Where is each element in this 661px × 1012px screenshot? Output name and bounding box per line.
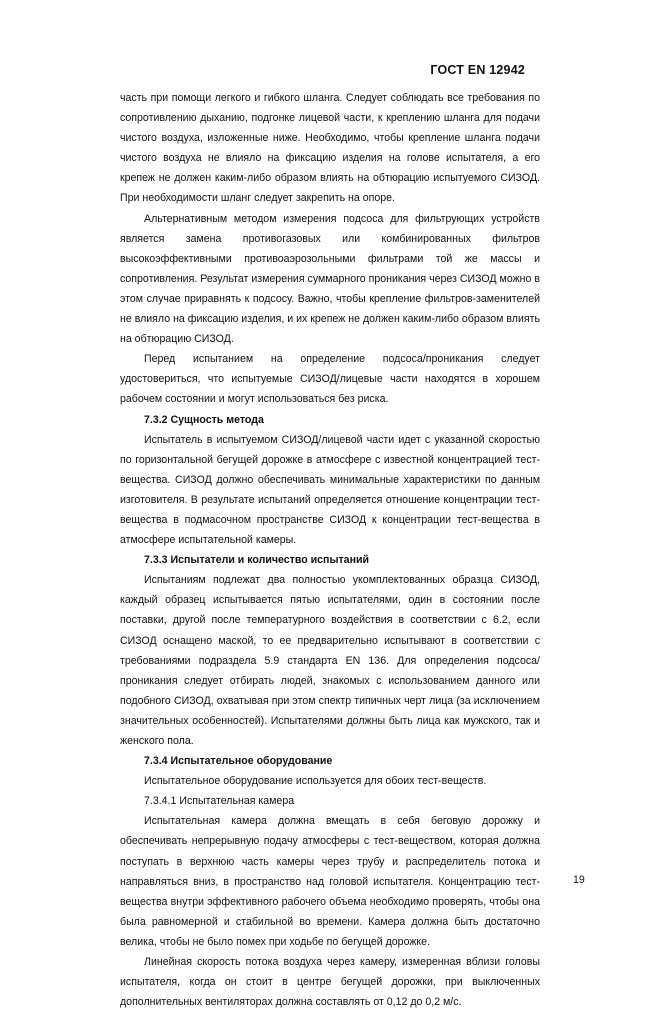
- paragraph-test-chamber: Испытательная камера должна вмещать в себя беговую дорожку и обеспечивать непрерывную подачу атмосферы с тест-веществом, которая должна поступать в верхнюю часть камеры через трубу и распределитель потока и направляться вниз, в пространство над головой испытателя. Концентрацию тест-вещества внутри эффективного рабочего объема необходимо проверять, чтобы она была равномерной и стабильной во времени. Камера должна быть достаточно велика, чтобы не было помех при ходьбе по бегущей дорожке.: [120, 815, 540, 948]
- subsection-heading-7-3-4-1: 7.3.4.1 Испытательная камера: [144, 795, 295, 808]
- paragraph-alternative-method: Альтернативным методом измерения подсоса для фильтрующих устройств является замена противогазовых или комбинированных фильтров высокоэффективными противоаэрозольными фильтрами той же массы и сопротивления. Результат измерения суммарного проникания через СИЗОД можно в этом случае приравнять к подсосу. Важно, чтобы крепление фильтров-заменителей не влияло на фиксацию изделия, и их крепеж не должен каким-либо образом влиять на обтюрацию СИЗОД.: [120, 212, 540, 346]
- paragraph-continuation: часть при помощи легкого и гибкого шланга. Следует соблюдать все требования по сопротивлению дыханию, подгонке лицевой части, к креплению шланга для подачи чистого воздуха, изложенные ниже. Необходимо, чтобы крепление шланга подачи чистого воздуха не влияло на фиксацию изделия на голове испытателя, а его крепеж не должен каким-либо образом влиять на обтюрацию испытуемого СИЗОД. При необходимости шланг следует закрепить на опоре.: [120, 92, 540, 205]
- document-code-header: ГОСТ EN 12942: [430, 63, 525, 77]
- paragraph-pre-test-check: Перед испытанием на определение подсоса/проникания следует удостовериться, что испытуемые СИЗОД/лицевые части находятся в хорошем рабочем состоянии и могут использоваться без риска.: [120, 353, 540, 406]
- page-number: 19: [573, 874, 585, 886]
- paragraph-airflow-speed: Линейная скорость потока воздуха через камеру, измеренная вблизи головы испытателя, когда он стоит в центре бегущей дорожки, при выключенных дополнительных вентиляторах должна составлять от 0,12 до 0,2 м/с.: [120, 956, 540, 1009]
- section-heading-7-3-2: 7.3.2 Сущность метода: [144, 413, 264, 426]
- paragraph-test-subjects: Испытаниям подлежат два полностью укомплектованных образца СИЗОД, каждый образец испытывается пятью испытателями, один в состоянии после поставки, другой после температурного воздействия в соответствии с 6.2, если СИЗОД оснащено маской, то ее предварительно испытывают в соответствии с требованиями подраздела 5.9 стандарта EN 136. Для определения подсоса/проникания следует отбирать людей, знакомых с использованием данного или подобного СИЗОД, охватывая при этом спектр типичных черт лица (за исключением значительных особенностей). Испытателями должны быть лица как мужского, так и женского пола.: [120, 574, 540, 747]
- paragraph-method-essence: Испытатель в испытуемом СИЗОД/лицевой части идет с указанной скоростью по горизонтальной бегущей дорожке в атмосфере с известной концентрацией тест-вещества. СИЗОД должно обеспечивать минимальные характеристики по данным изготовителя. В результате испытаний определяется отношение концентрации тест-вещества в подмасочном пространстве СИЗОД к концентрации тест-вещества в атмосфере испытательной камеры.: [120, 433, 540, 547]
- section-heading-7-3-3: 7.3.3 Испытатели и количество испытаний: [144, 554, 369, 567]
- paragraph-equipment: Испытательное оборудование используется для обоих тест-веществ.: [144, 775, 487, 788]
- body-text: [120, 88, 540, 1012]
- section-heading-7-3-4: 7.3.4 Испытательное оборудование: [144, 755, 333, 768]
